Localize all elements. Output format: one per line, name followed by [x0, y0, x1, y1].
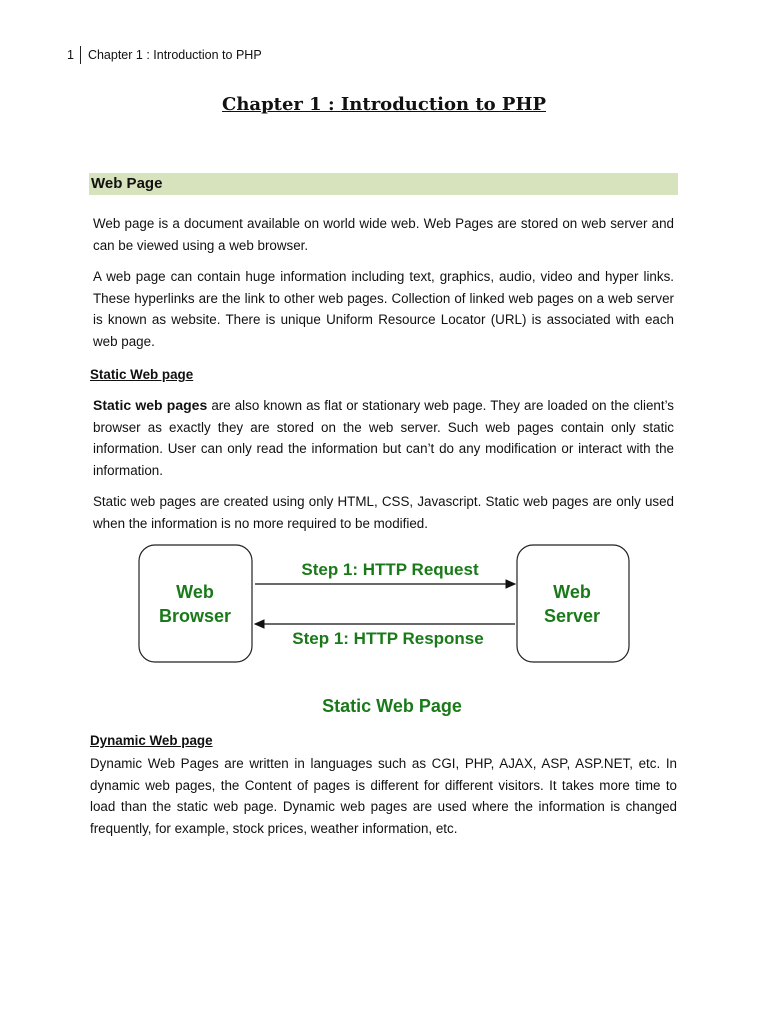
dynamic-paragraph: Dynamic Web Pages are written in languages such as CGI, PHP, AJAX, ASP, ASP.NET, etc. In dynamic web pages, the Content of pages is different for different visitors. It takes more time to load than the static web page. Dynamic web pages are used where the information is changed frequently, for example, stock prices, weather information, etc.: [90, 756, 677, 836]
chapter-title: Chapter 1 : Introduction to PHP: [222, 94, 546, 115]
web-page-paragraph-2: A web page can contain huge information including text, graphics, audio, video and hyper links. These hyperlinks are the link to other web pages. Collection of linked web pages on a web server is known as website. There is unique Uniform Resource Locator (URL) is associated with each web page.: [93, 269, 674, 349]
static-paragraph-2: Static web pages are created using only HTML, CSS, Javascript. Static web pages are only used when the information is no more required to be modified.: [93, 494, 674, 531]
static-web-page-diagram: [130, 540, 640, 722]
web-browser-label-line1: Web: [176, 582, 214, 602]
static-web-page-heading: Static Web page: [90, 367, 194, 382]
web-server-box: [517, 545, 629, 662]
web-page-paragraph-1: Web page is a document available on world wide web. Web Pages are stored on web server and can be viewed using a web browser.: [93, 216, 674, 253]
section-heading-web-page: Web Page: [91, 175, 163, 192]
request-label: Step 1: HTTP Request: [301, 560, 479, 579]
dynamic-web-page-heading: Dynamic Web page: [90, 733, 213, 748]
diagram-caption: Static Web Page: [322, 696, 462, 716]
web-server-label-line1: Web: [553, 582, 591, 602]
header-divider: [80, 46, 81, 64]
web-browser-box: [139, 545, 252, 662]
web-browser-label-line2: Browser: [158, 606, 232, 626]
page-number: 1: [67, 48, 74, 62]
running-header: [67, 46, 262, 64]
static-term: Static web pages: [93, 397, 208, 413]
static-paragraph-1-text: are also known as flat or stationary web page. They are loaded on the client’s browser as exactly they are stored on the web server. Such web pages contain only static information. User can only read the information but can’t do any modification or interact with the information.: [93, 398, 675, 478]
section-heading-bar: [89, 173, 678, 195]
static-paragraph-1: [93, 395, 674, 481]
web-server-label-line2: Server: [543, 606, 601, 626]
response-label: Step 1: HTTP Response: [292, 629, 484, 648]
running-title: Chapter 1 : Introduction to PHP: [87, 48, 262, 62]
